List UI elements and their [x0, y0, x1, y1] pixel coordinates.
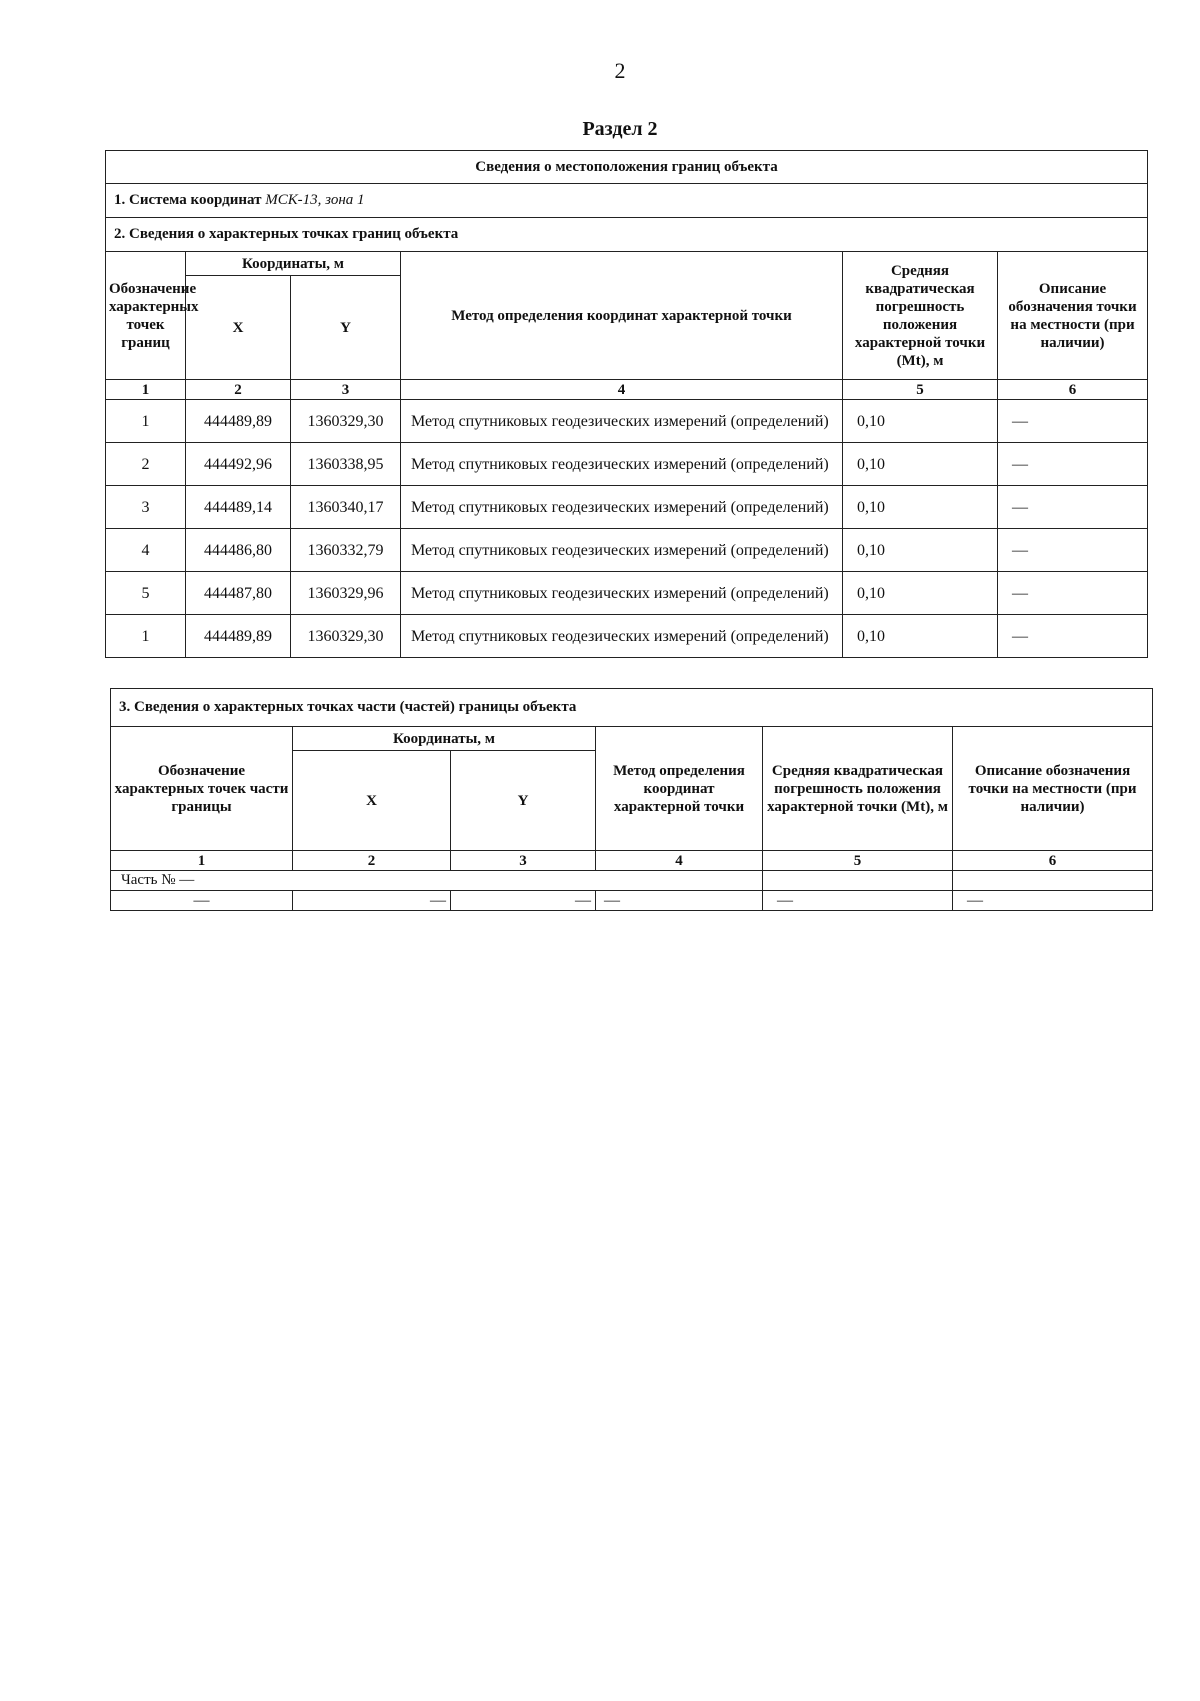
header-designation: Обозначение характерных точек границ: [106, 252, 186, 380]
point-id: 3: [106, 486, 186, 529]
header-method: Метод определения координат характерной точки: [401, 252, 843, 380]
column-numbers-row: [111, 851, 1153, 871]
header-x: X: [186, 276, 291, 380]
header-coordinates: Координаты, м: [186, 252, 401, 276]
coord-x: 444492,96: [186, 443, 291, 486]
table-row: [111, 891, 1153, 911]
part-points-heading: 3. Сведения о характерных точках части (частей) границы объекта: [111, 689, 1153, 727]
col-number: 4: [401, 380, 843, 400]
header-designation: Обозначение характерных точек части границы: [111, 727, 293, 851]
coord-y: 1360329,30: [291, 615, 401, 658]
section-title: Раздел 2: [582, 118, 658, 140]
boundary-points-table: [105, 150, 1148, 658]
error-value: 0,10: [843, 572, 998, 615]
point-id: 4: [106, 529, 186, 572]
error-value: 0,10: [843, 529, 998, 572]
col-number: 5: [763, 851, 953, 871]
coord-x: 444489,14: [186, 486, 291, 529]
coord-x: 444487,80: [186, 572, 291, 615]
header-y: Y: [291, 276, 401, 380]
column-numbers-row: [106, 380, 1148, 400]
point-id: 1: [106, 615, 186, 658]
col-number: 1: [106, 380, 186, 400]
method: Метод спутниковых геодезических измерений (определений): [401, 615, 843, 658]
error-value: 0,10: [843, 486, 998, 529]
method: Метод спутниковых геодезических измерений (определений): [401, 443, 843, 486]
error-value: 0,10: [843, 443, 998, 486]
dash-cell: —: [596, 891, 763, 911]
coord-x: 444489,89: [186, 615, 291, 658]
coordinate-system-label: 1. Система координат: [114, 192, 262, 208]
coord-y: 1360338,95: [291, 443, 401, 486]
description: —: [998, 615, 1148, 658]
coord-x: 444489,89: [186, 400, 291, 443]
table-row: [106, 400, 1148, 443]
point-id: 5: [106, 572, 186, 615]
method: Метод спутниковых геодезических измерений (определений): [401, 400, 843, 443]
col-number: 2: [186, 380, 291, 400]
coord-y: 1360340,17: [291, 486, 401, 529]
point-id: 2: [106, 443, 186, 486]
col-number: 4: [596, 851, 763, 871]
table-row: [106, 529, 1148, 572]
col-number: 5: [843, 380, 998, 400]
coord-x: 444486,80: [186, 529, 291, 572]
dash-cell: —: [953, 891, 1153, 911]
table-row: [106, 615, 1148, 658]
description: —: [998, 443, 1148, 486]
coord-y: 1360332,79: [291, 529, 401, 572]
dash-cell: —: [293, 891, 451, 911]
header-x: X: [293, 751, 451, 851]
point-id: 1: [106, 400, 186, 443]
header-description: Описание обозначения точки на местности (при наличии): [953, 727, 1153, 851]
header-y: Y: [451, 751, 596, 851]
header-method: Метод определения координат характерной точки: [596, 727, 763, 851]
col-number: 2: [293, 851, 451, 871]
col-number: 6: [953, 851, 1153, 871]
table-row: [106, 486, 1148, 529]
header-coordinates: Координаты, м: [293, 727, 596, 751]
col-number: 3: [291, 380, 401, 400]
method: Метод спутниковых геодезических измерений (определений): [401, 572, 843, 615]
dash-cell: —: [111, 891, 293, 911]
description: —: [998, 400, 1148, 443]
method: Метод спутниковых геодезических измерений (определений): [401, 486, 843, 529]
error-value: 0,10: [843, 615, 998, 658]
table-title: Сведения о местоположения границ объекта: [106, 151, 1148, 184]
table-row: [106, 572, 1148, 615]
description: —: [998, 572, 1148, 615]
table-row: [106, 443, 1148, 486]
col-number: 1: [111, 851, 293, 871]
col-number: 3: [451, 851, 596, 871]
coord-y: 1360329,96: [291, 572, 401, 615]
empty-cell: [953, 871, 1153, 891]
coord-y: 1360329,30: [291, 400, 401, 443]
description: —: [998, 486, 1148, 529]
col-number: 6: [998, 380, 1148, 400]
page-number: 2: [614, 58, 626, 83]
coordinate-system-row: [106, 184, 1148, 218]
method: Метод спутниковых геодезических измерений (определений): [401, 529, 843, 572]
points-heading: 2. Сведения о характерных точках границ объекта: [106, 218, 1148, 252]
coordinate-system-value: МСК-13, зона 1: [265, 192, 365, 208]
description: —: [998, 529, 1148, 572]
dash-cell: —: [451, 891, 596, 911]
part-label: Часть № —: [111, 871, 763, 891]
boundary-part-points-table: [110, 688, 1153, 911]
header-error: Средняя квадратическая погрешность положения характерной точки (Mt), м: [843, 252, 998, 380]
empty-cell: [763, 871, 953, 891]
header-error: Средняя квадратическая погрешность положения характерной точки (Mt), м: [763, 727, 953, 851]
header-description: Описание обозначения точки на местности (при наличии): [998, 252, 1148, 380]
dash-cell: —: [763, 891, 953, 911]
error-value: 0,10: [843, 400, 998, 443]
